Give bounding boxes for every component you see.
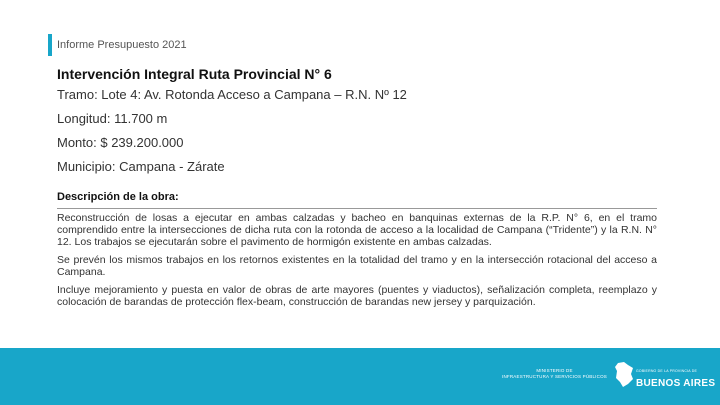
- descripcion-paragraph: Reconstrucción de losas a ejecutar en ambas calzadas y bacheo en banquinas externas de la R.P. N° 6, en el tramo comprendido entre la intersecciones de dicha ruta con la rotonda de acceso a la localidad de Campana (“Tridente”) y la R.N. N° 12. Los trabajos se ejecutarán sobre el pavimento de hormigón existente en ambas calzadas.: [57, 212, 657, 248]
- page-title: Intervención Integral Ruta Provincial N° 6: [57, 66, 332, 82]
- descripcion-paragraph: Incluye mejoramiento y puesta en valor de obras de arte mayores (puentes y viaductos), señalización completa, reemplazo y colocación de barandas de protección flex-beam, construcción de barandas new jersey y parquización.: [57, 284, 657, 308]
- ministry-logo-text: [497, 368, 612, 379]
- header-accent-bar: [48, 34, 52, 56]
- ministry-line-1: MINISTERIO DE: [536, 368, 573, 373]
- ministry-line-2: INFRAESTRUCTURA Y SERVICIOS PÚBLICOS: [502, 373, 607, 379]
- tramo-text: Tramo: Lote 4: Av. Rotonda Acceso a Campana – R.N. Nº 12: [57, 87, 407, 102]
- main-content: [57, 66, 657, 314]
- longitud-text: Longitud: 11.700 m: [57, 111, 168, 126]
- brand-logo: BUENOS AIRES: [636, 378, 716, 389]
- descripcion-title: Descripción de la obra:: [57, 191, 179, 203]
- gov-line: GOBIERNO DE LA PROVINCIA DE: [636, 369, 698, 373]
- province-map-icon: [614, 362, 634, 388]
- divider: [57, 208, 657, 209]
- monto-text: Monto: $ 239.200.000: [57, 135, 184, 150]
- descripcion-paragraph: Se prevén los mismos trabajos en los retornos existentes en la totalidad del tramo y en la intersección rotacional del acceso a Campana.: [57, 254, 657, 278]
- footer-bar: [0, 348, 720, 405]
- municipio-text: Municipio: Campana - Zárate: [57, 159, 225, 174]
- header-label: Informe Presupuesto 2021: [57, 39, 187, 51]
